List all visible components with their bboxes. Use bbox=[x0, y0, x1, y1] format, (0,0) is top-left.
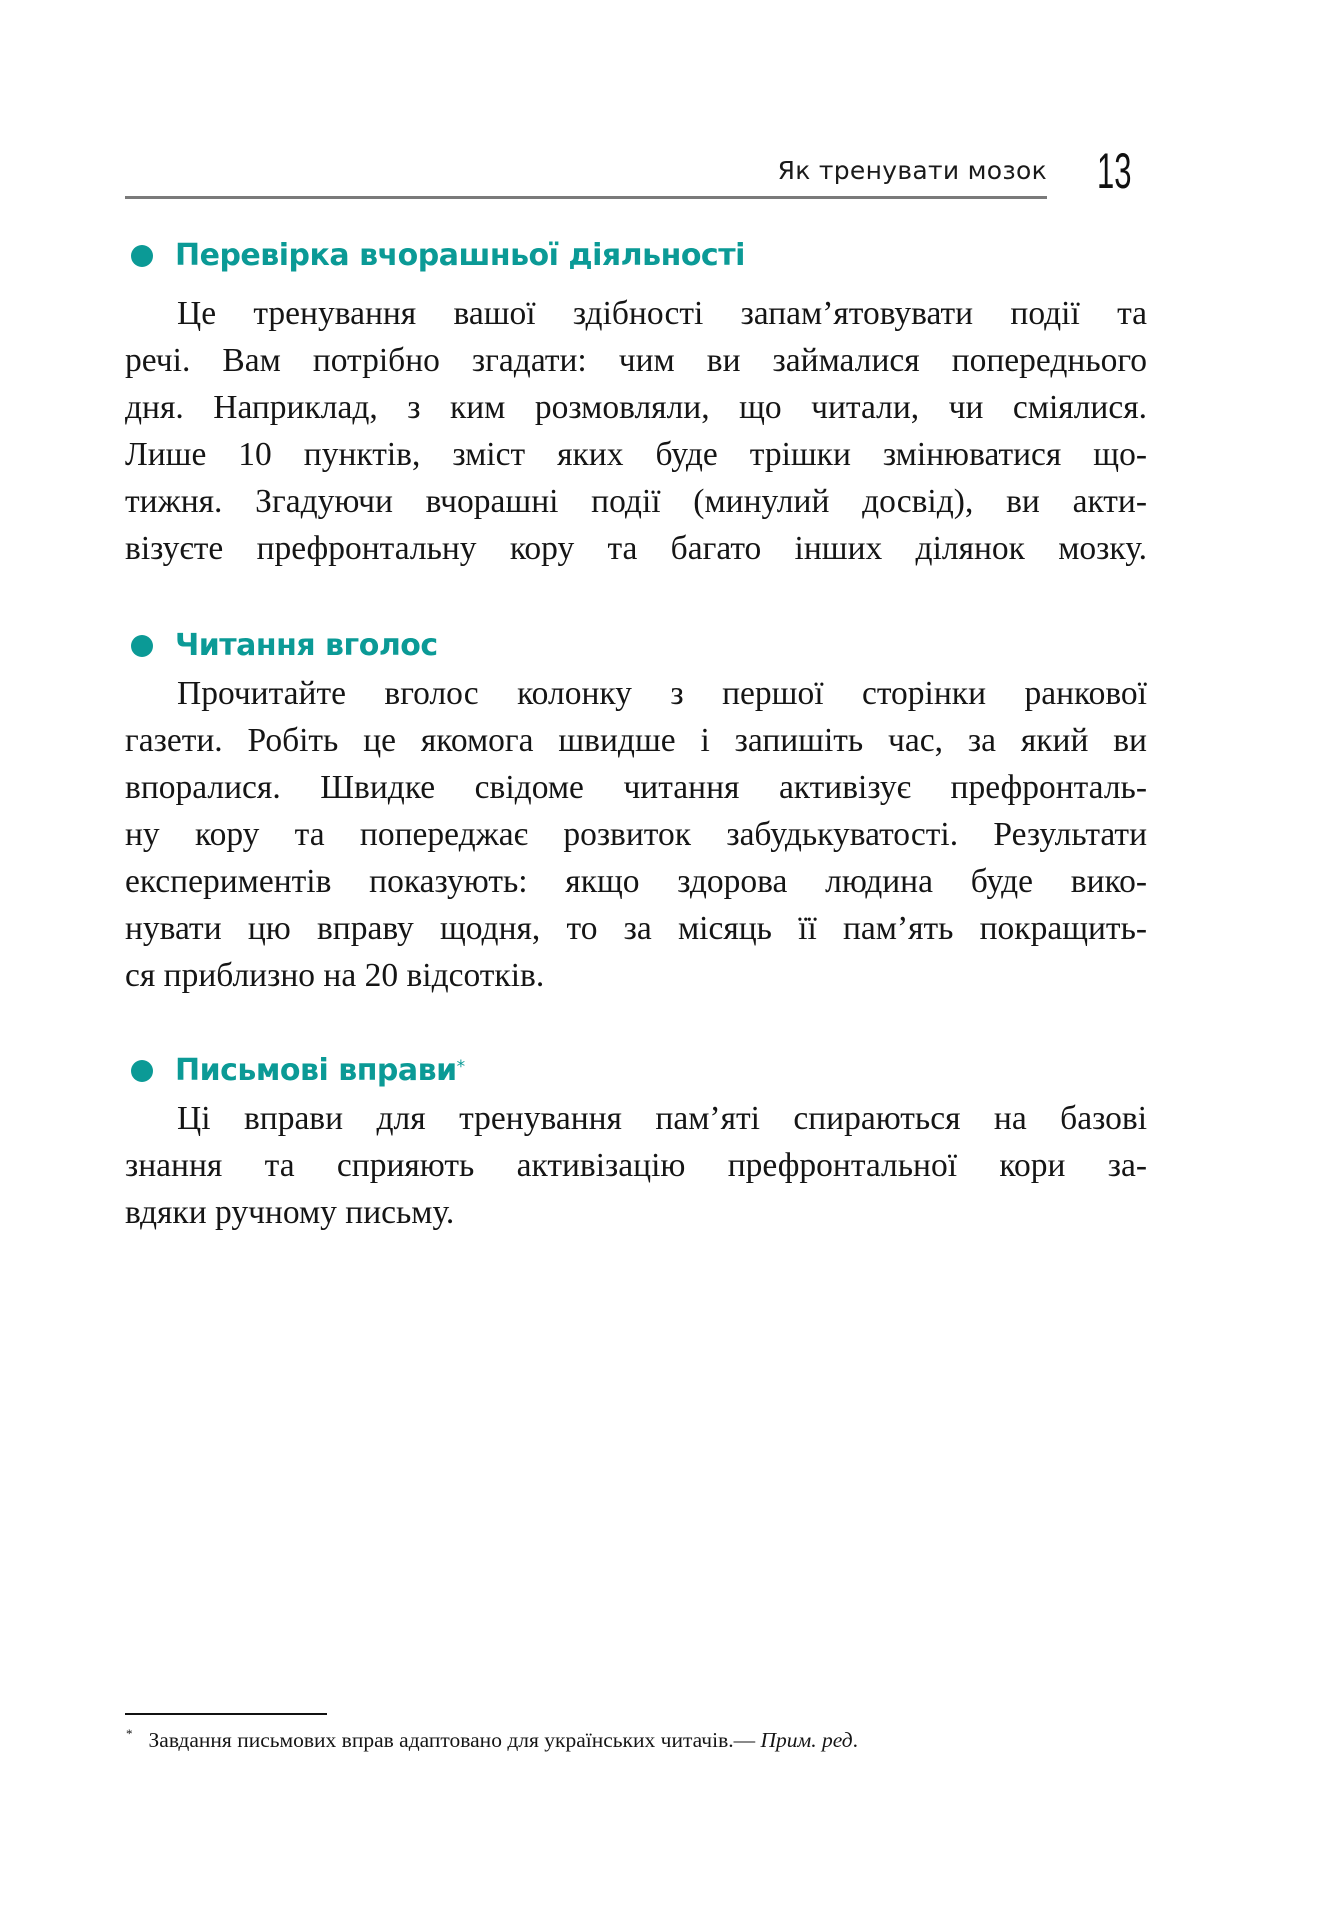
section-heading bbox=[125, 232, 1147, 280]
bullet-dot-icon bbox=[131, 1060, 153, 1082]
section-paragraph bbox=[125, 290, 1147, 572]
text-line: ся приблизно на 20 відсотків. bbox=[125, 957, 545, 994]
page-number: 13 bbox=[1097, 143, 1132, 199]
footnote bbox=[126, 1728, 858, 1753]
section-heading-text: Перевірка вчорашньої діяльності bbox=[175, 238, 745, 273]
section-writing-exercises bbox=[125, 1047, 1147, 1236]
section-heading-text: Читання вголос bbox=[175, 628, 438, 663]
text-line: впоралися. Швидке свідоме читання активізує префронталь- bbox=[125, 769, 1147, 806]
section-heading bbox=[125, 622, 1147, 670]
bullet-dot-icon bbox=[131, 245, 153, 267]
footnote-mark: * bbox=[126, 1726, 133, 1741]
text-line: тижня. Згадуючи вчорашні події (минулий досвід), ви акти- bbox=[125, 483, 1147, 520]
section-paragraph bbox=[125, 1095, 1147, 1236]
footnote-end: . bbox=[852, 1728, 858, 1752]
section-paragraph bbox=[125, 670, 1147, 999]
footnote-divider bbox=[125, 1713, 327, 1715]
section-heading-text: Письмові вправи* bbox=[175, 1053, 465, 1088]
running-title: Як тренувати мозок bbox=[777, 156, 1047, 185]
text-line: газети. Робіть це якомога швидше і запишіть час, за який ви bbox=[125, 722, 1147, 759]
running-header bbox=[125, 150, 1047, 199]
text-line: експериментів показують: якщо здорова людина буде вико- bbox=[125, 863, 1147, 900]
footnote-text: Завдання письмових вправ адаптовано для українських читачів.— bbox=[148, 1728, 761, 1752]
section-heading bbox=[125, 1047, 1147, 1095]
text-line: знання та сприяють активізацію префронтальної кори за- bbox=[125, 1147, 1147, 1184]
text-line: Прочитайте вголос колонку з першої сторінки ранкової bbox=[177, 675, 1147, 712]
section-reading-aloud bbox=[125, 622, 1147, 999]
text-line: візуєте префронтальну кору та багато інших ділянок мозку. bbox=[125, 530, 1147, 567]
text-line: Це тренування вашої здібності запам’ятовувати події та bbox=[177, 295, 1147, 332]
section-yesterday-review bbox=[125, 232, 1147, 572]
text-line: вдяки ручному письму. bbox=[125, 1194, 455, 1231]
footnote-editor-note: Прим. ред bbox=[760, 1728, 853, 1752]
text-line: Лише 10 пунктів, зміст яких буде трішки змінюватися що- bbox=[125, 436, 1147, 473]
text-line: Ці вправи для тренування пам’яті спираються на базові bbox=[177, 1100, 1147, 1137]
bullet-dot-icon bbox=[131, 635, 153, 657]
text-line: речі. Вам потрібно згадати: чим ви займалися попереднього bbox=[125, 342, 1147, 379]
text-line: ну кору та попереджає розвиток забудькуватості. Результати bbox=[125, 816, 1147, 853]
text-line: нувати цю вправу щодня, то за місяць її пам’ять покращить- bbox=[125, 910, 1147, 947]
footnote-reference[interactable]: * bbox=[456, 1057, 465, 1077]
text-line: дня. Наприклад, з ким розмовляли, що читали, чи сміялися. bbox=[125, 389, 1147, 426]
